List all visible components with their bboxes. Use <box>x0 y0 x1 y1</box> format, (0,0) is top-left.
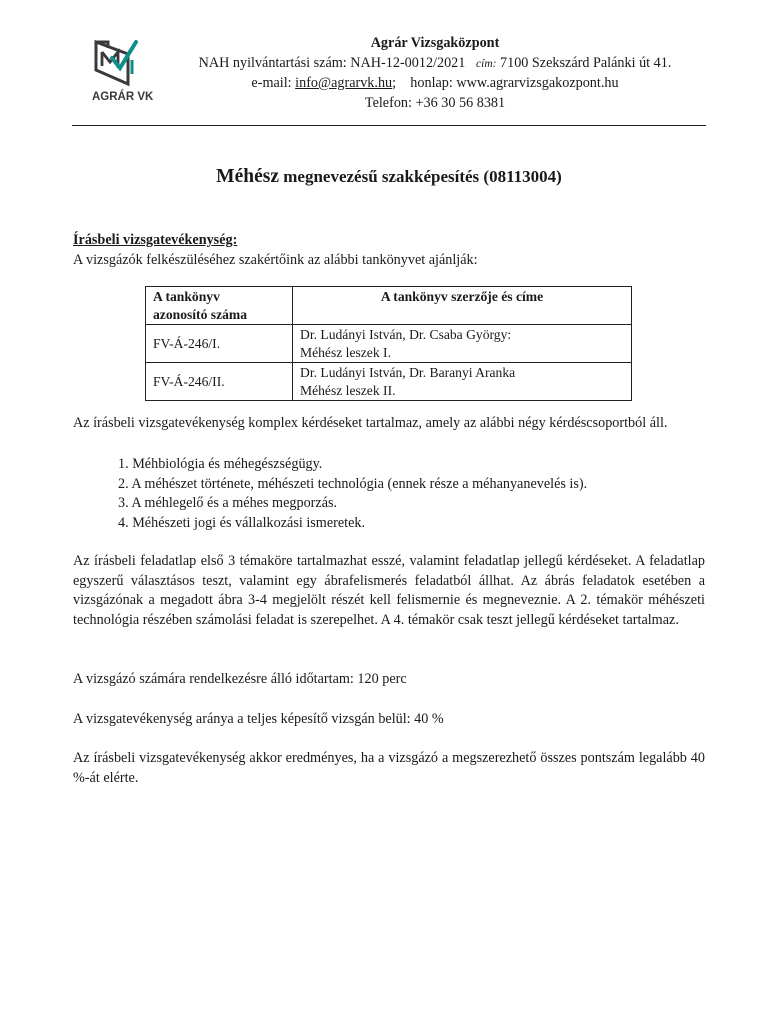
book-author-title: Dr. Ludányi István, Dr. Csaba György: Méhész leszek I. <box>293 325 632 363</box>
registration-line <box>170 54 700 75</box>
intro-text: A vizsgázók felkészüléséhez szakértőink az alábbi tankönyvet ajánlják: <box>73 251 478 268</box>
web-label: honlap: <box>410 75 453 91</box>
agrar-vk-logo <box>88 38 168 104</box>
paragraph-question-groups: Az írásbeli vizsgatevékenység komplex kérdéseket tartalmaz, amely az alábbi négy kérdéscsoportból áll. <box>73 415 668 431</box>
qualification-subtitle: megnevezésű szakképesítés (08113004) <box>283 167 562 186</box>
section-intro <box>73 231 705 270</box>
phone-label: Telefon: <box>364 94 412 111</box>
list-item: 3. A méhlegelő és a méhes megporzás. <box>118 495 338 512</box>
table-header-row <box>146 287 632 325</box>
address-label: cím: <box>476 57 497 70</box>
list-item: 2. A méhészet története, méhészeti technológia (ennek része a méhanyanevelés is). <box>118 475 588 492</box>
table-row <box>146 325 632 363</box>
list-item: 1. Méhbiológia és méhegészségügy. <box>118 456 323 472</box>
email-link[interactable]: info@agrarvk.hu <box>295 75 393 91</box>
contact-line: e-mail: info@agrarvk.hu; honlap: www.agrarvizsgakozpont.hu <box>251 75 619 91</box>
book-id: FV-Á-246/II. <box>146 363 293 401</box>
phone-line <box>170 94 700 114</box>
table-row <box>146 363 632 401</box>
qualification-name: Méhész <box>216 166 279 187</box>
org-name: Agrár Vizsgaközpont <box>370 35 500 51</box>
document-title <box>0 166 768 188</box>
logo-text: AGRÁR VK <box>92 91 154 103</box>
list-item: 4. Méhészeti jogi és vállalkozási ismeretek. <box>118 514 366 531</box>
nah-label: NAH nyilvántartási szám: <box>198 54 347 71</box>
book-author-title: Dr. Ludányi István, Dr. Baranyi Aranka Méhész leszek II. <box>293 363 632 401</box>
paragraph-task-sheet: Az írásbeli feladatlap első 3 témaköre tartalmazhat esszé, valamint feladatlap jellegű kérdéseket. A feladatlap egyszerű választásos teszt, valamint egy ábrafelismerés feladatból állhat. Az ábrás feladatok esetében a vizsgázónak a megadott ábra 3-4 megjelölt részét kell felismernie és megneveznie. A 2. témakör méhészeti technológia részében számolási feladat is szerepelhet. A 4. témakör csak teszt jellegű kérdéseket tartalmaz. <box>73 553 705 628</box>
organization-header <box>170 34 700 113</box>
nah-value: NAH-12-0012/2021 <box>350 54 466 71</box>
section-heading: Írásbeli vizsgatevékenység: <box>73 232 238 248</box>
email-label: e-mail: <box>251 75 292 91</box>
paragraph-weight: A vizsgatevékenység aránya a teljes képesítő vizsgán belül: 40 % <box>73 711 444 727</box>
header-author-title: A tankönyv szerzője és címe <box>293 287 632 325</box>
logo-mark-icon <box>88 38 168 104</box>
address-value: 7100 Szekszárd Palánki út 41. <box>500 54 672 71</box>
header-id: A tankönyv azonosító száma <box>146 287 293 325</box>
header-divider <box>72 125 706 126</box>
paragraph-pass-criteria: Az írásbeli vizsgatevékenység akkor eredményes, ha a vizsgázó a megszerezhető összes pontszám legalább 40 %-át elérte. <box>73 750 705 786</box>
phone-value: +36 30 56 8381 <box>415 94 506 111</box>
web-link[interactable]: www.agrarvizsgakozpont.hu <box>456 75 619 91</box>
question-group-list <box>118 455 587 533</box>
textbook-table <box>145 286 632 401</box>
paragraph-duration: A vizsgázó számára rendelkezésre álló időtartam: 120 perc <box>73 671 407 687</box>
book-id: FV-Á-246/I. <box>146 325 293 363</box>
